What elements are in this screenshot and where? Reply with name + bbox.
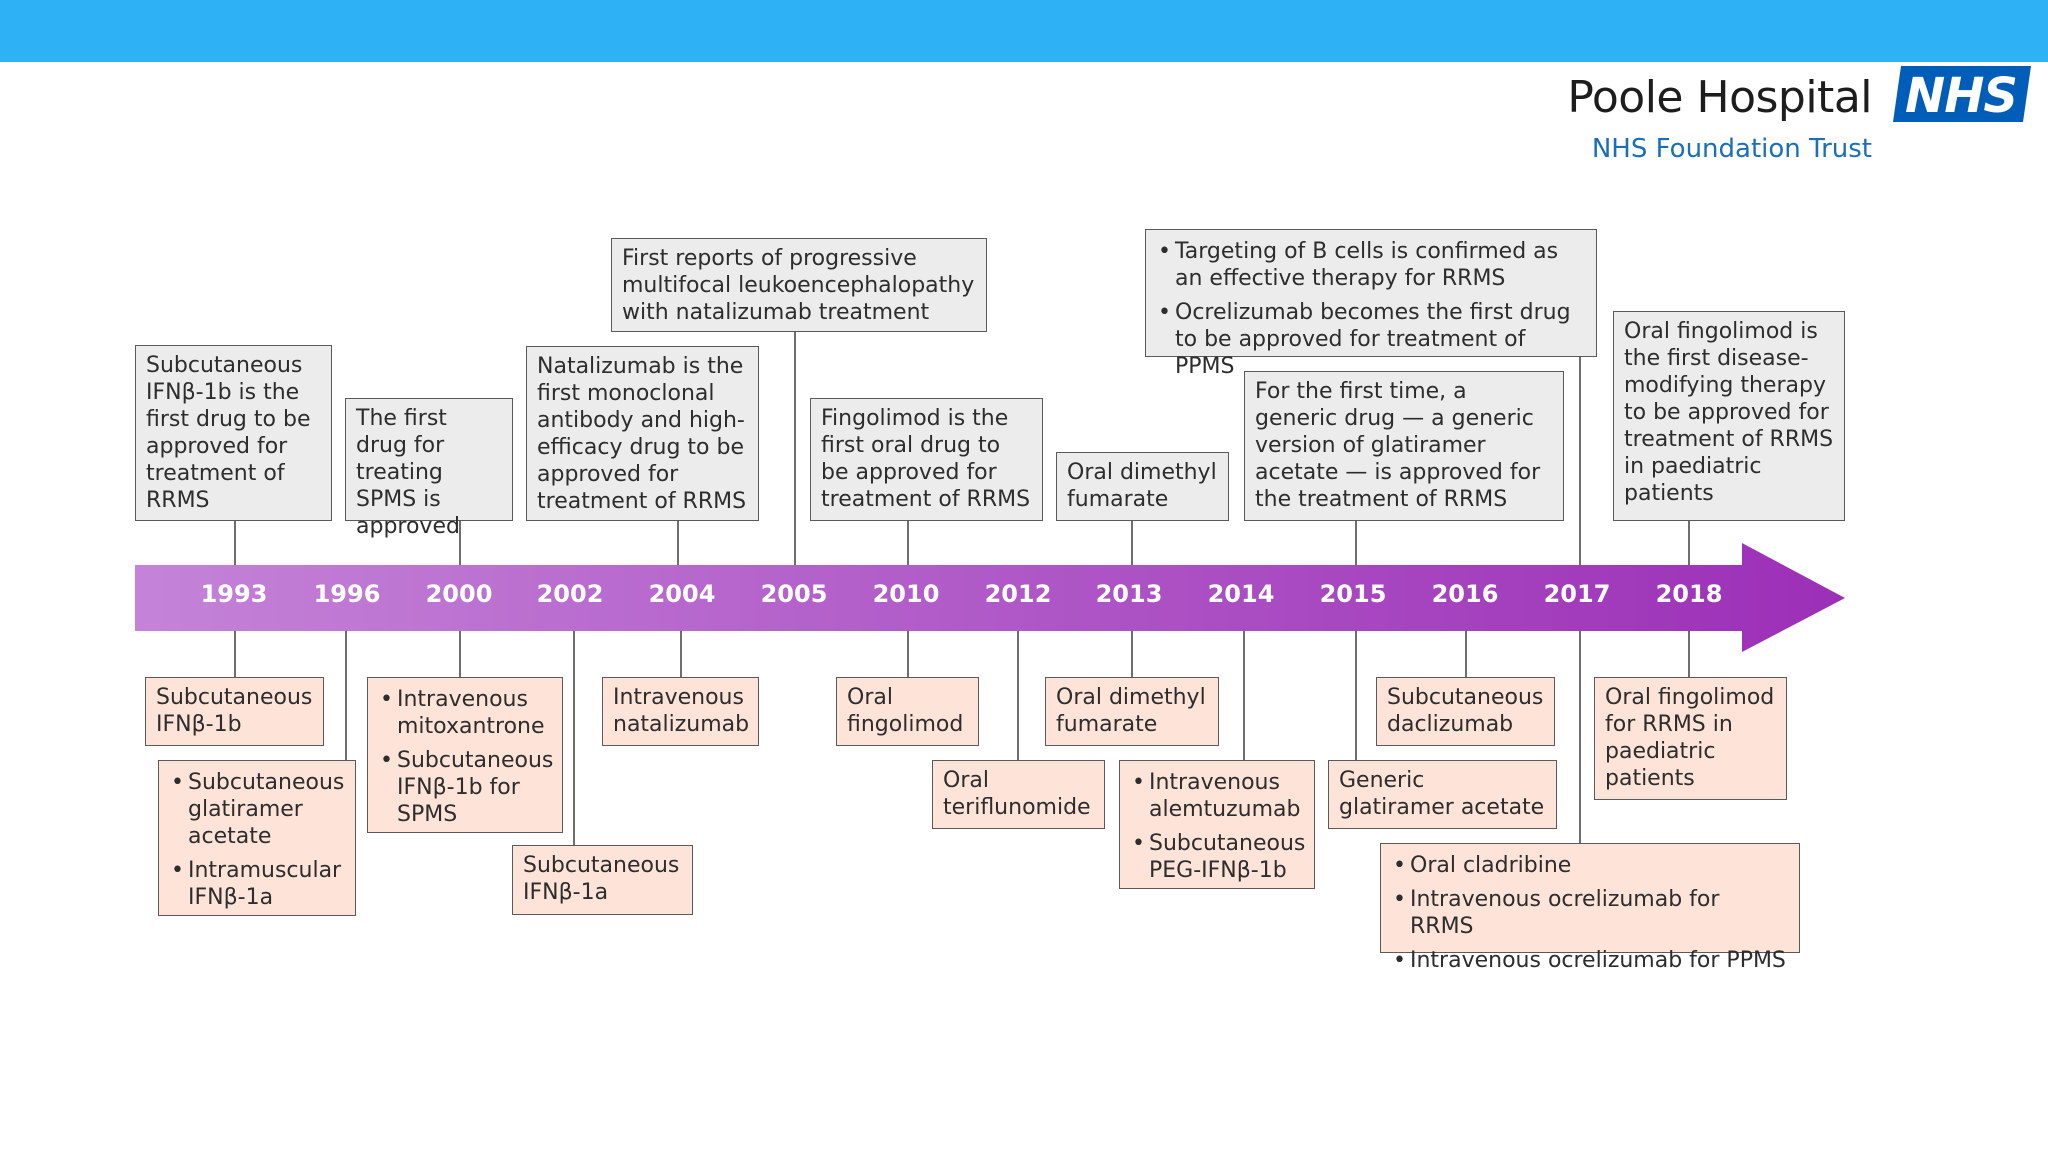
approval-2002-box: Subcutaneous IFNβ-1a — [512, 845, 693, 915]
approval-1993-box: Subcutaneous IFNβ-1b — [145, 677, 324, 746]
approval-1996-item: • Subcutaneous glatiramer acetate — [169, 769, 345, 850]
approval-2000-item: • Subcutaneous IFNβ-1b for SPMS — [378, 747, 552, 828]
approval-2014-box — [1119, 760, 1315, 889]
milestone-2010-box: Fingolimod is the first oral drug to be approved for treatment of RRMS — [810, 398, 1043, 521]
year-1996: 1996 — [313, 580, 381, 608]
approval-2000-list — [378, 686, 552, 828]
year-2017: 2017 — [1543, 580, 1611, 608]
approval-2000-box — [367, 677, 563, 833]
milestone-1993-box: Subcutaneous IFNβ-1b is the first drug to be approved for treatment of RRMS — [135, 345, 332, 521]
milestone-2017-item: • Ocrelizumab becomes the first drug to be approved for treatment of PPMS — [1156, 299, 1586, 380]
approval-2017-item: • Intravenous ocrelizumab for PPMS — [1391, 947, 1789, 974]
approval-2010-box: Oral fingolimod — [836, 677, 979, 746]
approval-2014-list — [1130, 769, 1304, 884]
year-2014: 2014 — [1207, 580, 1275, 608]
approval-2014-item: • Intravenous alemtuzumab — [1130, 769, 1304, 823]
milestone-2015-box: For the first time, a generic drug — a generic version of glatiramer acetate — is approved for the treatment of RRMS — [1244, 371, 1564, 521]
year-2004: 2004 — [648, 580, 716, 608]
nhs-logo-text: NHS — [1905, 68, 2017, 122]
approval-2016-box: Subcutaneous daclizumab — [1376, 677, 1555, 746]
year-1993: 1993 — [200, 580, 268, 608]
year-2005: 2005 — [760, 580, 828, 608]
year-2015: 2015 — [1319, 580, 1387, 608]
milestone-2000-box: The first drug for treating SPMS is approved — [345, 398, 513, 521]
approval-2017-item: • Oral cladribine — [1391, 852, 1789, 879]
milestone-2017-list — [1156, 238, 1586, 380]
year-2018: 2018 — [1655, 580, 1723, 608]
year-2010: 2010 — [872, 580, 940, 608]
approval-2015-box: Generic glatiramer acetate — [1328, 760, 1557, 829]
hospital-name: Poole Hospital — [1567, 72, 1872, 123]
milestone-2018-box: Oral fingolimod is the first disease-modifying therapy to be approved for treatment of RRMS in paediatric patients — [1613, 311, 1845, 521]
approval-2014-item: • Subcutaneous PEG-IFNβ-1b — [1130, 830, 1304, 884]
approval-2017-list — [1391, 852, 1789, 974]
approval-1996-list — [169, 769, 345, 911]
approval-2017-box — [1380, 843, 1800, 973]
approval-2004-box: Intravenous natalizumab — [602, 677, 759, 746]
approval-2017-item: • Intravenous ocrelizumab for RRMS — [1391, 886, 1789, 940]
year-2000: 2000 — [425, 580, 493, 608]
milestone-2004-box: Natalizumab is the first monoclonal antibody and high-efficacy drug to be approved for treatment of RRMS — [526, 346, 759, 521]
year-2012: 2012 — [984, 580, 1052, 608]
approval-2018-box: Oral fingolimod for RRMS in paediatric patients — [1594, 677, 1787, 800]
approval-1996-item: • Intramuscular IFNβ-1a — [169, 857, 345, 911]
approval-1996-box — [158, 760, 356, 916]
year-2013: 2013 — [1095, 580, 1163, 608]
approval-2000-item: • Intravenous mitoxantrone — [378, 686, 552, 740]
year-2002: 2002 — [536, 580, 604, 608]
milestone-2005-box: First reports of progressive multifocal leukoencephalopathy with natalizumab treatment — [611, 238, 987, 332]
year-2016: 2016 — [1431, 580, 1499, 608]
milestone-2017-box — [1145, 229, 1597, 379]
hospital-trust-subtitle: NHS Foundation Trust — [1591, 134, 1872, 164]
milestone-2017-item: • Targeting of B cells is confirmed as an effective therapy for RRMS — [1156, 238, 1586, 292]
approval-2012-box: Oral teriflunomide — [932, 760, 1105, 829]
approval-2013-box: Oral dimethyl fumarate — [1045, 677, 1219, 746]
milestone-2013-box: Oral dimethyl fumarate — [1056, 452, 1229, 521]
